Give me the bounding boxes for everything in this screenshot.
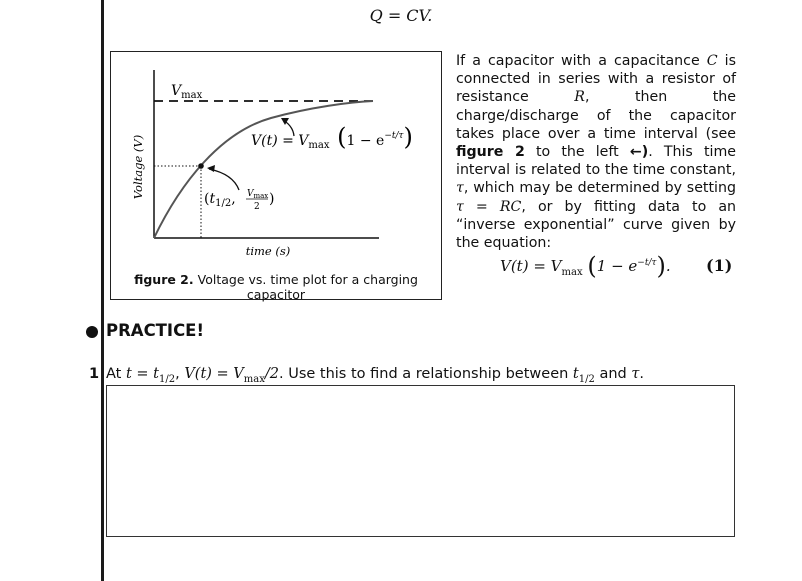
question-number: 1 bbox=[89, 366, 100, 382]
y-axis-label: Voltage (V) bbox=[131, 134, 145, 200]
q-t: t bbox=[572, 366, 579, 382]
q-comma: , bbox=[175, 366, 185, 382]
charge-equation: Q = CV. bbox=[369, 6, 433, 25]
para-text-2: is connected in series with a resistor of resistance bbox=[456, 53, 737, 106]
half-point-arrowhead bbox=[207, 165, 215, 172]
q-and: and bbox=[594, 366, 632, 382]
voltage-time-plot bbox=[111, 52, 441, 299]
para-text-4: to the left bbox=[524, 144, 630, 161]
var-R: R bbox=[574, 89, 585, 106]
figure-caption bbox=[111, 272, 441, 302]
para-text-1: If a capacitor with a capacitance bbox=[456, 53, 707, 69]
q-sub1: 1/2 bbox=[159, 373, 176, 385]
q-cond2b: /2 bbox=[264, 366, 279, 382]
eq1-body: 1 − e bbox=[596, 257, 638, 275]
var-tau: τ bbox=[456, 180, 464, 197]
eq1-period: . bbox=[665, 257, 671, 275]
q-at: At bbox=[106, 366, 126, 382]
figure-reference-link[interactable]: figure 2 bbox=[456, 144, 525, 161]
equation-1 bbox=[500, 252, 671, 280]
q-tau: τ bbox=[631, 366, 640, 382]
eq1-paren-open: ( bbox=[587, 252, 597, 280]
half-point-label: ($t_{1/2}$, Vmax 2 ) bbox=[204, 189, 275, 212]
eq1-sub: max bbox=[561, 267, 583, 278]
caption-text: Voltage vs. time plot for a charging capacitor bbox=[197, 272, 418, 302]
para-text-5: . This time interval is related to the time constant, bbox=[456, 144, 737, 179]
q-sub2: max bbox=[243, 373, 265, 385]
charging-curve bbox=[154, 101, 373, 238]
answer-input-box[interactable] bbox=[106, 385, 735, 537]
practice-heading: PRACTICE! bbox=[106, 321, 204, 340]
left-arrow-icon: ← bbox=[629, 144, 642, 161]
capacitor-paragraph bbox=[456, 52, 736, 252]
para-text-7: , or by fitting data to an “inverse exponential” curve given by the equation: bbox=[456, 198, 737, 252]
q-cond2: V(t) = V bbox=[184, 366, 244, 382]
half-point-arrow bbox=[209, 169, 239, 190]
q-mid: . Use this to find a relationship between bbox=[278, 366, 573, 382]
tau-rc-equation: τ = RC bbox=[456, 198, 522, 215]
x-axis-label: time (s) bbox=[245, 244, 291, 258]
q-end: . bbox=[639, 366, 644, 382]
caption-bold: figure 2. bbox=[134, 272, 194, 287]
para-text-6: , which may be determined by setting bbox=[463, 180, 736, 197]
eq1-lhs: V(t) = V bbox=[500, 257, 562, 275]
eq1-exponent: −t/τ bbox=[637, 258, 657, 268]
q-sub3: 1/2 bbox=[578, 373, 595, 385]
close-paren: ) bbox=[641, 144, 649, 161]
equation-number: (1) bbox=[706, 256, 733, 275]
vmax-label: $V_{max}$ bbox=[171, 83, 203, 101]
left-margin-rule bbox=[101, 0, 104, 581]
para-text-3: , then the charge/discharge of the capacitor takes place over a time interval (see bbox=[456, 89, 736, 142]
question-text bbox=[106, 366, 644, 385]
var-C: C bbox=[706, 53, 718, 69]
curve-formula-label: $V(t) = V_{max}$ $(1 - e^{-t/\tau})$ bbox=[251, 123, 413, 151]
figure-2 bbox=[110, 51, 442, 300]
practice-bullet-icon bbox=[86, 326, 98, 338]
eq1-paren-close: ) bbox=[656, 252, 666, 280]
half-max-point bbox=[198, 163, 204, 169]
q-cond1: t = t bbox=[125, 366, 159, 382]
